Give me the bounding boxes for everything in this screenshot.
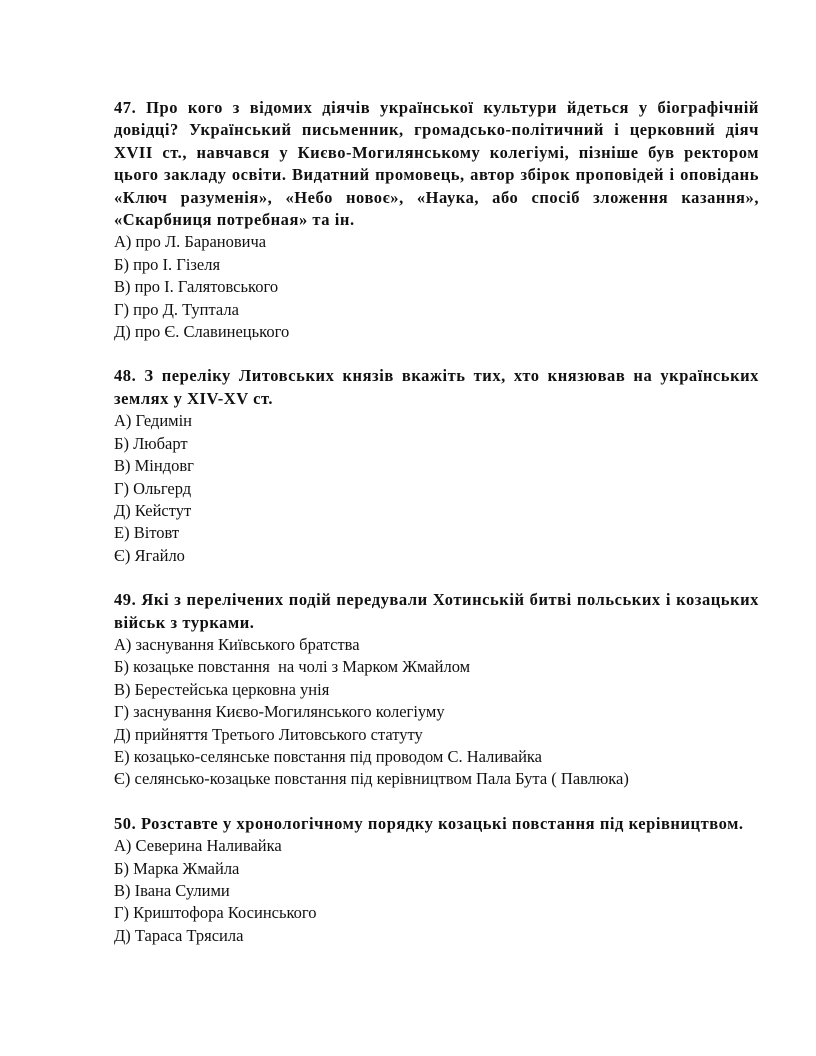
question-text [114, 97, 759, 231]
question-body: Про кого з відомих діячів української культури йдеться у біографічній довідці? Український письменник, громадсько-політичний і церковний діяч XVII ст., навчався у Києво-Могилянському колегіумі, пізніше був ректором цього закладу освіти. Видатний промовець, автор збірок проповідей і оповідань «Ключ разуменія», «Небо новоє», «Наука, або спосіб зложення казання», «Скарбниця потребная» та ін. [114, 98, 759, 230]
answer-option: В) про І. Галятовського [114, 277, 279, 297]
answer-option: В) Івана Сулими [114, 881, 230, 900]
answer-option: Б) про І. Гізеля [114, 254, 221, 274]
answer-option: В) Міндовг [114, 456, 194, 476]
question-text [114, 365, 759, 410]
question-body: Розставте у хронологічному порядку козацькі повстання під керівництвом. [140, 813, 744, 833]
answer-option: Б) Любарт [114, 433, 188, 453]
answer-option: А) Северина Наливайка [114, 836, 282, 856]
answer-options [114, 231, 759, 343]
question-body: З переліку Литовських князів вкажіть тих, хто князював на українських землях у XIV-XV ст. [114, 366, 759, 408]
answer-options [114, 634, 759, 791]
question-50 [114, 813, 759, 947]
question-body: Які з перелічених подій передували Хотинській битві польських і козацьких військ з турками. [114, 590, 759, 632]
answer-option: Б) Марка Жмайла [114, 858, 240, 878]
document-page [114, 97, 759, 969]
answer-option: Є) селянсько-козацьке повстання під керівництвом Пала Бута ( Павлюка) [114, 769, 629, 789]
question-number: 50. [114, 813, 137, 833]
answer-option: Д) Тараса Трясила [114, 925, 244, 945]
answer-option: А) про Л. Барановича [114, 232, 267, 252]
question-49 [114, 589, 759, 791]
question-number: 47. [114, 98, 137, 117]
answer-option: А) заснування Київського братства [114, 634, 360, 654]
answer-option: Г) Криштофора Косинського [114, 903, 317, 923]
answer-option: Г) про Д. Туптала [114, 299, 239, 319]
question-number: 49. [114, 590, 137, 610]
answer-options [114, 835, 759, 947]
question-47 [114, 97, 759, 343]
question-text [114, 589, 759, 634]
answer-option: Г) заснування Києво-Могилянського колегіуму [114, 702, 445, 722]
answer-option: Е) Вітовт [114, 523, 180, 543]
answer-option: Г) Ольгерд [114, 478, 192, 498]
answer-option: Д) про Є. Славинецького [114, 322, 290, 342]
question-48 [114, 365, 759, 567]
answer-options [114, 410, 759, 567]
answer-option: Є) Ягайло [114, 545, 185, 565]
question-number: 48. [114, 366, 137, 386]
answer-option: В) Берестейська церковна унія [114, 679, 330, 699]
answer-option: Б) козацьке повстання на чолі з Марком Жмайлом [114, 657, 471, 677]
question-text [114, 813, 759, 835]
answer-option: Д) Кейстут [114, 500, 192, 520]
answer-option: Е) козацько-селянське повстання під проводом С. Наливайка [114, 746, 542, 766]
answer-option: А) Гедимін [114, 411, 193, 431]
answer-option: Д) прийняття Третього Литовського статуту [114, 724, 423, 744]
